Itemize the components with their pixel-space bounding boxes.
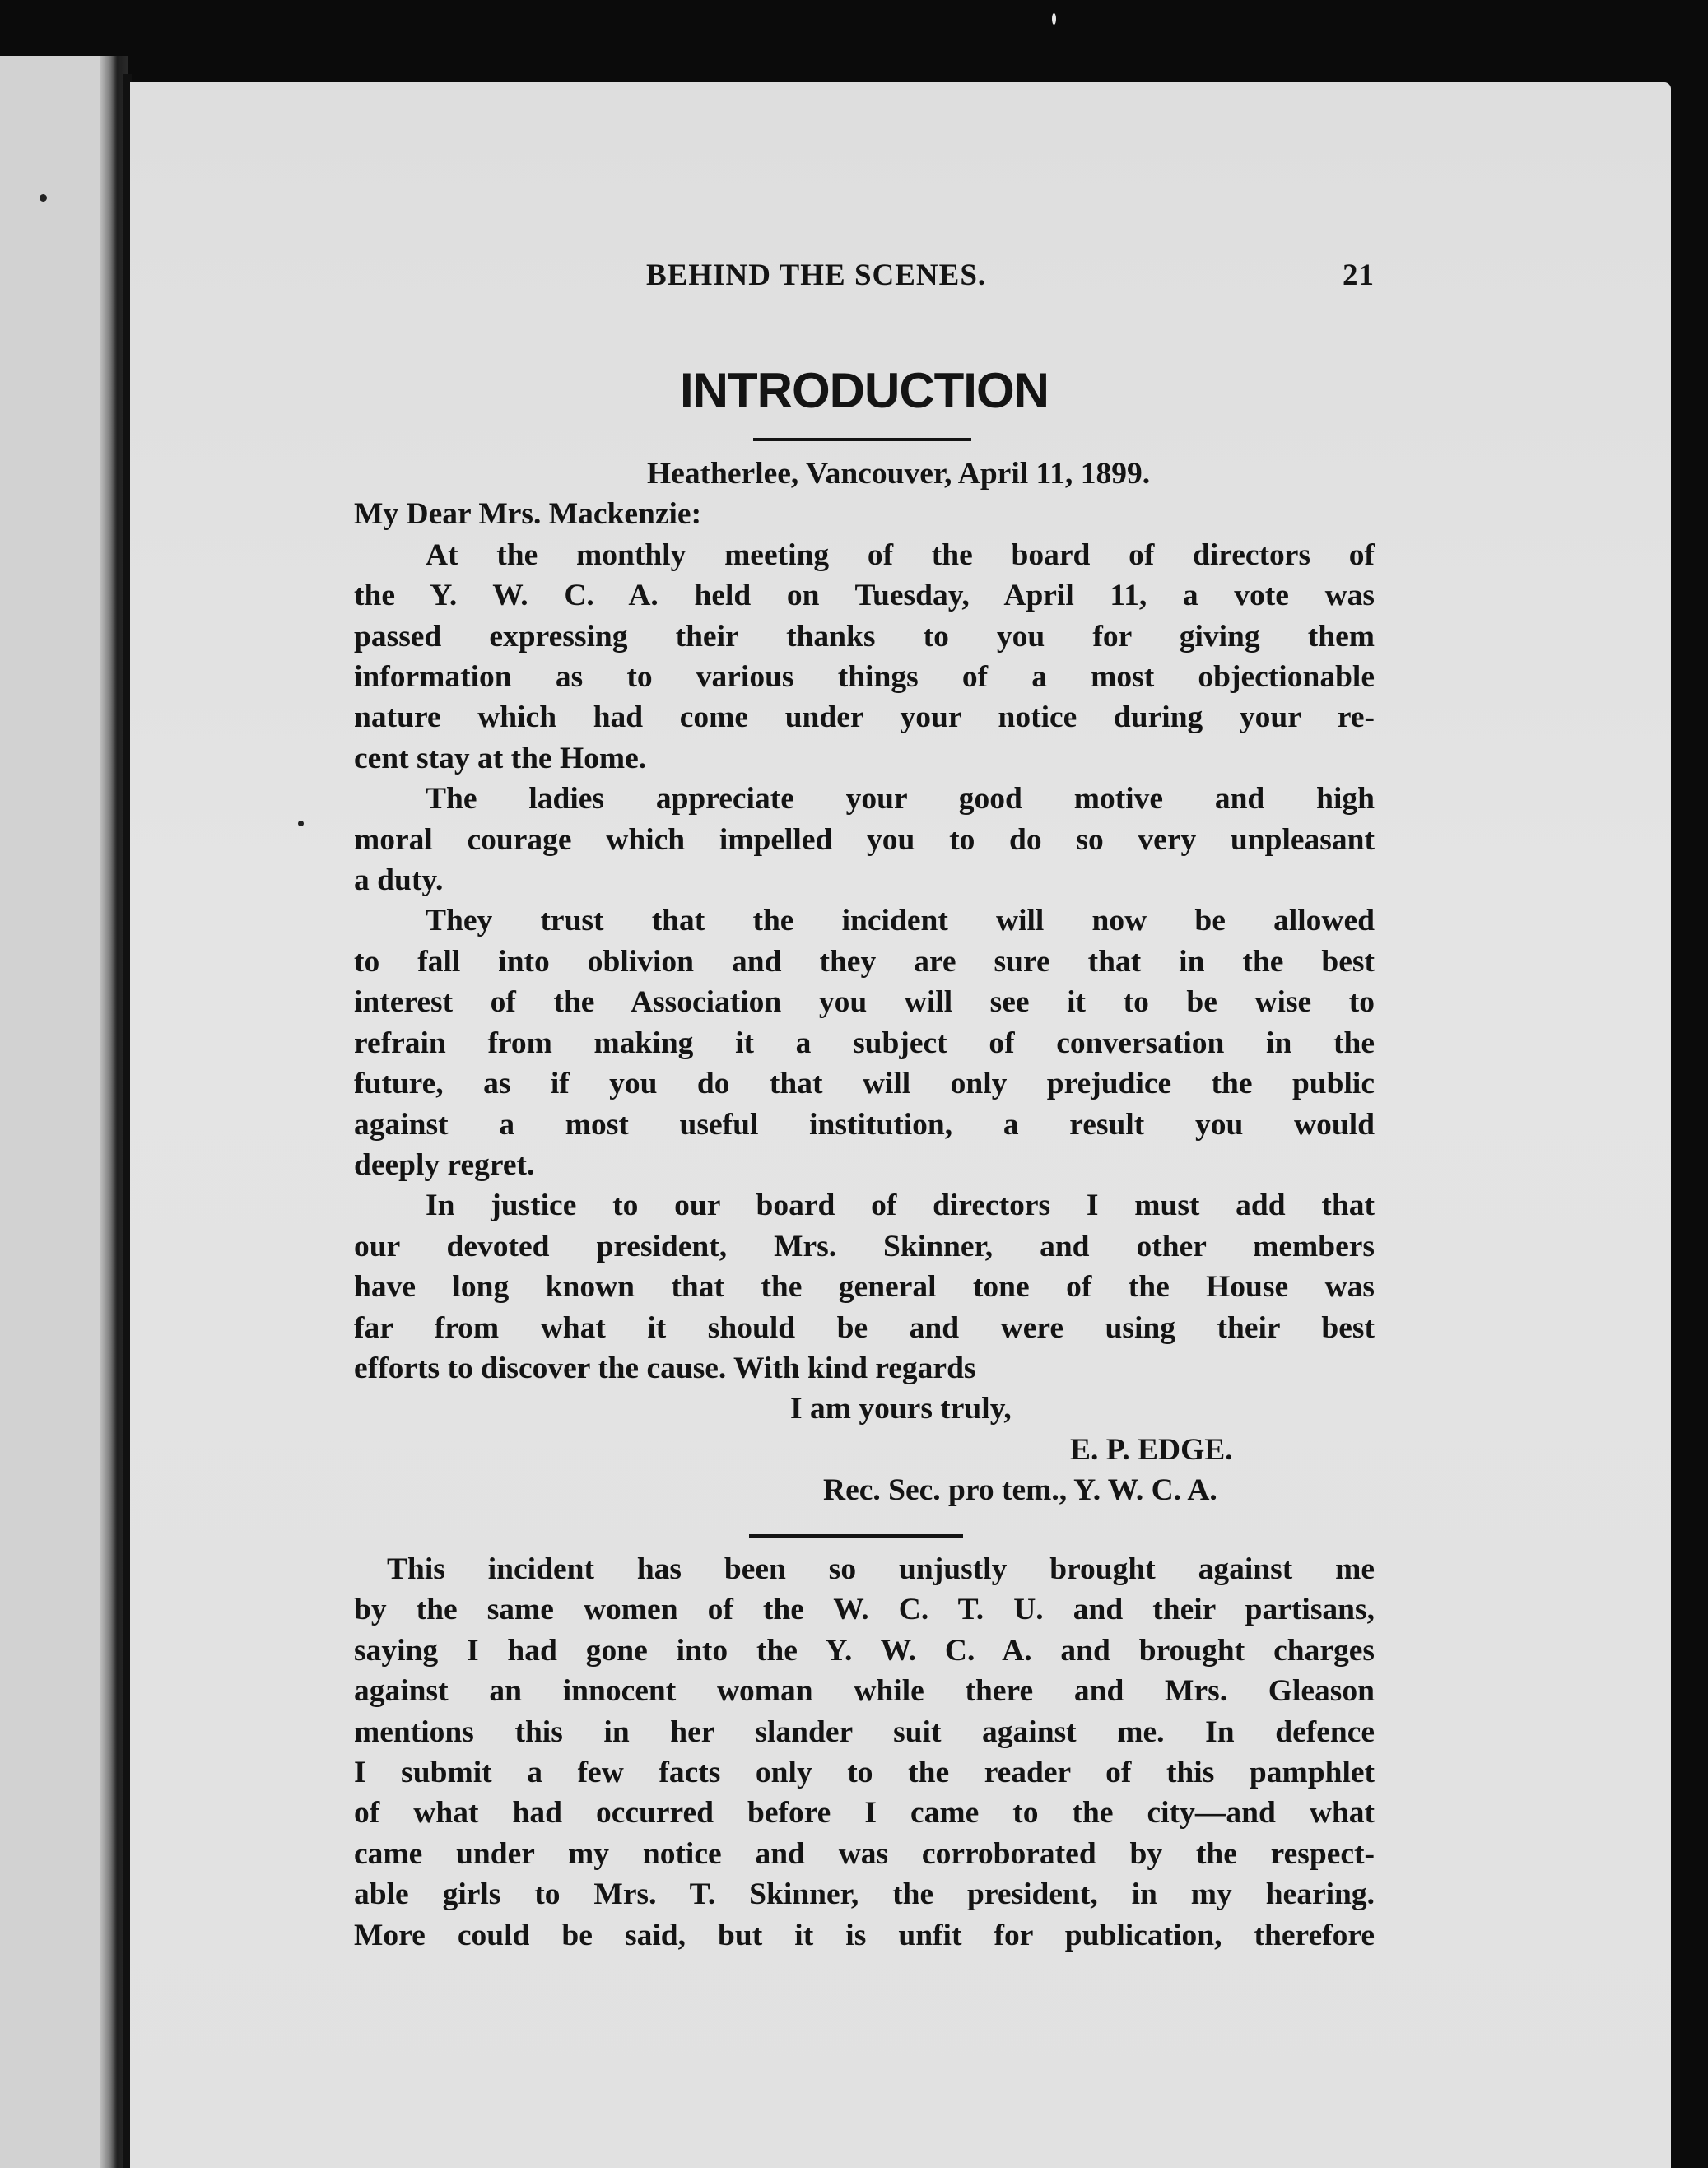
letter-signature: E. P. EDGE. [1070,1432,1233,1467]
paragraph-line: to fall into oblivion and they are sure that in the best [354,944,1375,979]
paragraph-line: mentions this in her slander suit against me. In defence [354,1714,1375,1749]
paragraph-line: far from what it should be and were using their best [354,1310,1375,1345]
ink-speck [40,194,47,202]
paragraph-line: our devoted president, Mrs. Skinner, and other members [354,1229,1375,1263]
paragraph-line: refrain from making it a subject of conversation in the [354,1026,1375,1060]
paragraph-line: a duty. [354,863,444,898]
paragraph-line: came under my notice and was corroborated by the respect- [354,1836,1375,1871]
paragraph-line: have long known that the general tone of the House was [354,1270,1375,1305]
section-rule [749,1534,963,1538]
paragraph-line: passed expressing their thanks to you for giving them [354,619,1375,654]
paragraph-line: information as to various things of a most objectionable [354,660,1375,695]
letter-signature-title: Rec. Sec. pro tem., Y. W. C. A. [823,1473,1217,1508]
paragraph-line: saying I had gone into the Y. W. C. A. and brought charges [354,1633,1375,1668]
paragraph-line: moral courage which impelled you to do so very unpleasant [354,822,1375,857]
paragraph-line: In justice to our board of directors I must add that [426,1189,1375,1223]
paragraph-line: They trust that the incident will now be allowed [426,904,1375,938]
paragraph-line: efforts to discover the cause. With kind regards [354,1351,976,1385]
ink-speck [298,821,304,826]
paragraph-line: More could be said, but it is unfit for publication, therefore [354,1918,1375,1952]
ink-speck [1052,13,1056,25]
paragraph-line: I submit a few facts only to the reader of this pamphlet [354,1756,1375,1790]
chapter-title: INTRODUCTION [680,363,1049,418]
paragraph-line: of what had occurred before I came to the city—and what [354,1796,1375,1831]
paragraph-line: able girls to Mrs. T. Skinner, the president, in my hearing. [354,1877,1375,1912]
paragraph-line: nature which had come under your notice during your re- [354,700,1375,735]
paragraph-line: deeply regret. [354,1147,535,1182]
commentary [354,1549,1375,1956]
paragraph-line: cent stay at the Home. [354,741,647,775]
paragraph-line: At the monthly meeting of the board of directors of [426,537,1375,572]
paragraph-line: future, as if you do that will only prejudice the public [354,1067,1375,1101]
page-number: 21 [1343,258,1375,292]
paragraph-line: by the same women of the W. C. T. U. and their partisans, [354,1593,1375,1627]
running-title: BEHIND THE SCENES. [646,258,987,292]
paragraph-line: against an innocent woman while there and Mrs. Gleason [354,1674,1375,1709]
paragraph-line: the Y. W. C. A. held on Tuesday, April 11, a vote was [354,579,1375,613]
letter-dateline: Heatherlee, Vancouver, April 11, 1899. [647,457,1151,491]
title-rule [753,438,971,441]
paragraph-line: The ladies appreciate your good motive and high [426,782,1375,816]
letter [354,454,1375,1511]
letter-closing: I am yours truly, [790,1392,1012,1426]
paragraph-line: This incident has been so unjustly brought against me [387,1552,1375,1586]
letter-salutation: My Dear Mrs. Mackenzie: [354,497,702,532]
paragraph-line: against a most useful institution, a result you would [354,1107,1375,1142]
paragraph-line: interest of the Association you will see it to be wise to [354,985,1375,1020]
